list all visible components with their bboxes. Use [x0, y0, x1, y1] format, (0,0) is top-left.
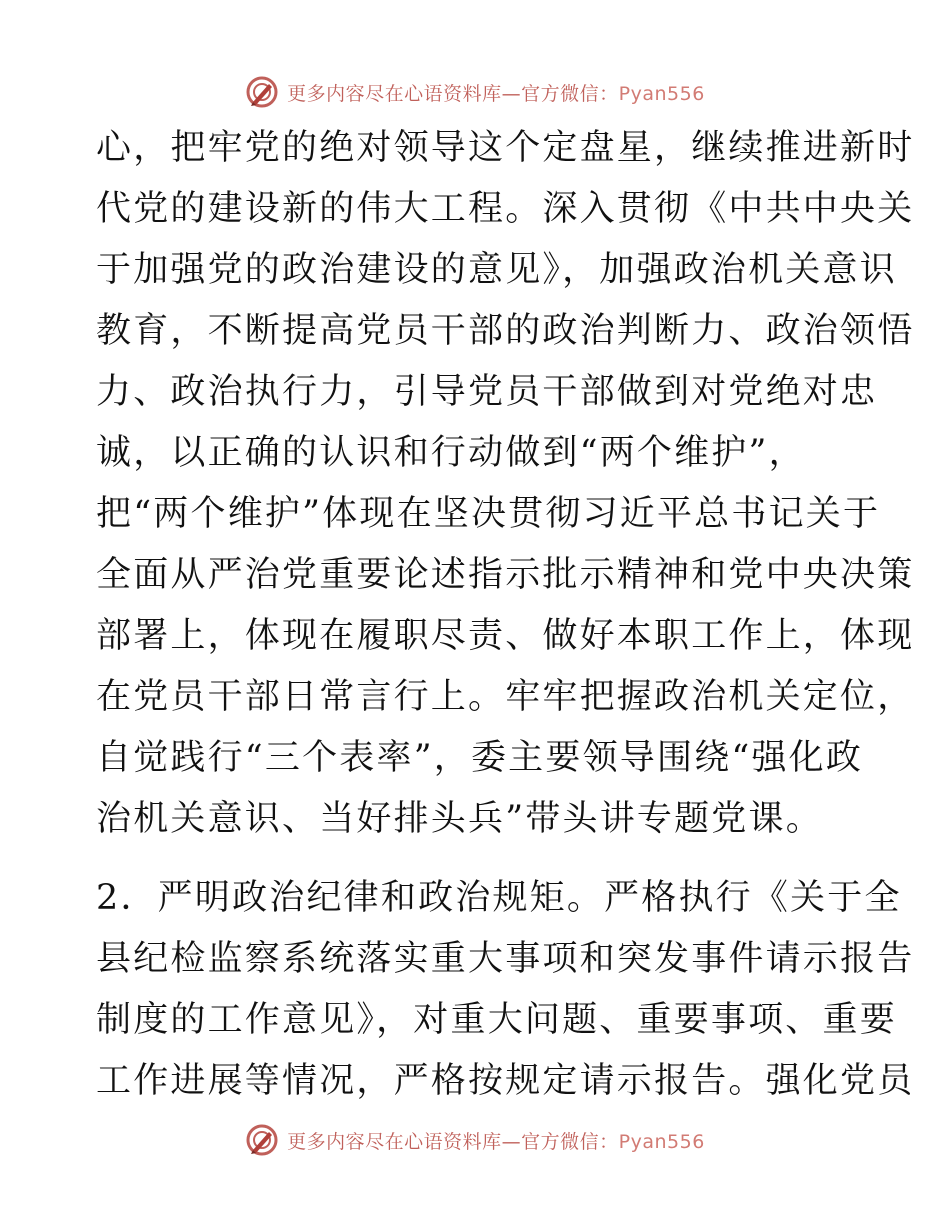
- text-line: 于加强党的政治建设的意见》，加强政治机关意识: [96, 250, 897, 290]
- text-line: 制度的工作意见》，对重大问题、重要事项、重要: [96, 1000, 897, 1040]
- text-line: 心，把牢党的绝对领导这个定盘星，继续推进新时: [96, 128, 915, 168]
- text-line: 工作进展等情况，严格按规定请示报告。强化党员: [96, 1061, 915, 1101]
- paragraph-gap: [96, 850, 856, 868]
- text-line: 代党的建设新的伟大工程。深入贯彻《中共中央关: [96, 189, 915, 229]
- text-line: 全面从严治党重要论述指示批示精神和党中央决策: [96, 555, 915, 595]
- paragraph: [96, 868, 915, 1112]
- text-line: 县纪检监察系统落实重大事项和突发事件请示报告: [96, 939, 915, 979]
- text-line: 教育，不断提高党员干部的政治判断力、政治领悟: [96, 311, 915, 351]
- text-line: 自觉践行“三个表率”，委主要领导围绕“强化政: [96, 738, 864, 778]
- pen-logo-icon: [245, 1123, 279, 1157]
- text-line: 把“两个维护”体现在坚决贯彻习近平总书记关于: [96, 494, 881, 534]
- pen-logo-icon: [245, 75, 279, 109]
- text-line: 在党员干部日常言行上。牢牢把握政治机关定位，: [96, 677, 915, 717]
- footer-watermark: [0, 1120, 950, 1160]
- watermark-text: 更多内容尽在心语资料库—官方微信：Pyan556: [287, 1130, 705, 1153]
- watermark-id: Pyan556: [618, 82, 705, 105]
- header-watermark: [0, 72, 950, 112]
- text-line: 力、政治执行力，引导党员干部做到对党绝对忠: [96, 372, 878, 412]
- text-line: 2．严明政治纪律和政治规矩。严格执行《关于全: [96, 878, 902, 918]
- text-line: 部署上，体现在履职尽责、做好本职工作上，体现: [96, 616, 915, 656]
- watermark-text: 更多内容尽在心语资料库—官方微信：Pyan556: [287, 82, 705, 105]
- body-text: [96, 118, 915, 1112]
- text-line: 诚，以正确的认识和行动做到“两个维护”，: [96, 433, 806, 473]
- paragraph: [96, 118, 915, 850]
- text-line: 治机关意识、当好排头兵”带头讲专题党课。: [96, 799, 823, 839]
- watermark-id: Pyan556: [618, 1130, 705, 1153]
